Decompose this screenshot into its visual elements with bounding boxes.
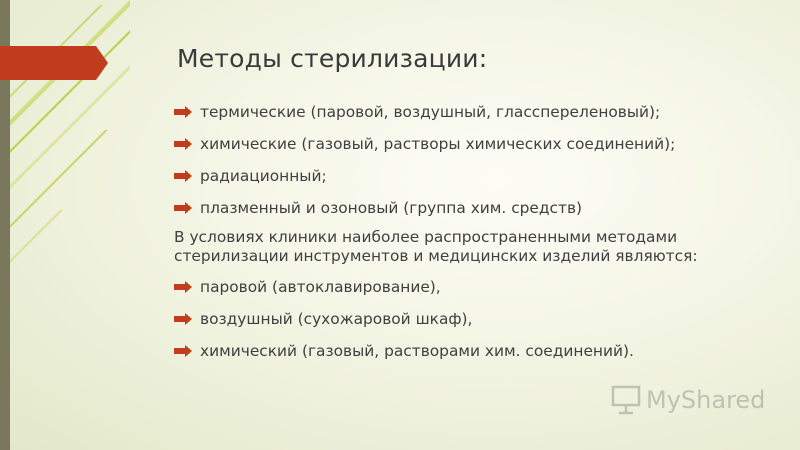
content-list [174,96,774,361]
list-item [174,309,774,329]
red-arrow-tab [0,46,108,80]
slide-title: Методы стерилизации: [177,44,488,73]
watermark-text: MyShared [646,386,766,414]
list-item-text: паровой (автоклавирование), [200,278,441,296]
decorative-stripes [0,0,130,450]
arrow-bullet-icon [174,345,192,357]
list-item-text: химический (газовый, растворами хим. соединений). [200,342,634,360]
arrow-bullet-icon [174,106,192,118]
list-item [174,341,774,361]
arrow-bullet-icon [174,170,192,182]
list-item-text: воздушный (сухожаровой шкаф), [200,310,473,328]
list-item [174,198,774,218]
list-item [174,134,774,154]
list-item [174,102,774,122]
list-item-text: термические (паровой, воздушный, гласспереленовый); [200,103,661,121]
arrow-bullet-icon [174,138,192,150]
green-stripes [10,0,130,263]
arrow-bullet-icon [174,313,192,325]
watermark [610,383,770,419]
list-item-text: радиационный; [200,167,327,185]
arrow-bullet-icon [174,202,192,214]
intro-paragraph: В условиях клиники наиболее распространенными методами стерилизации инструментов и медицинских изделий являются: [174,228,698,265]
list-item-text: плазменный и озоновый (группа хим. средств) [200,199,583,217]
list-item [174,277,774,297]
list-item [174,166,774,186]
slide-presentation-icon [610,383,642,415]
arrow-bullet-icon [174,281,192,293]
list-item-text: химические (газовый, растворы химических соединений); [200,135,676,153]
